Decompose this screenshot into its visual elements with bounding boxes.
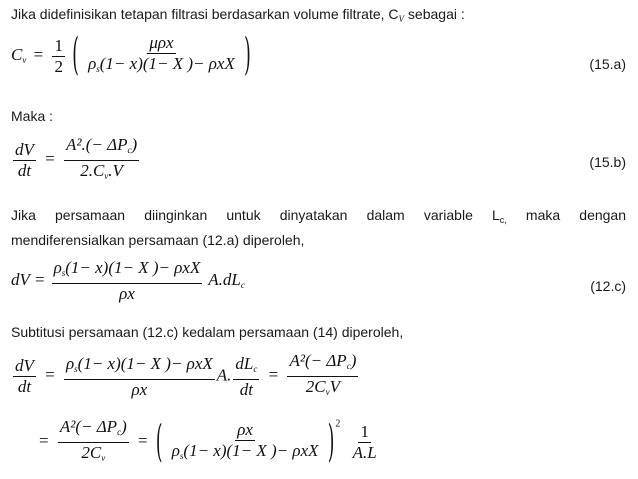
ef2-left-num-sub: c — [117, 427, 122, 437]
ef1-dlc-num: dL — [235, 353, 254, 373]
eq15a-half — [52, 37, 65, 76]
ef1-rhs-num-end: ) — [350, 351, 357, 370]
ef2-paren-fraction — [170, 421, 321, 465]
ef2-last-den: A.L — [352, 443, 377, 462]
intro-after: sebagai : — [404, 6, 465, 22]
equation-final-1: $\frac{dV}{dt}$ = $\frac{\rho_s(1- x)(1- X )- \rho xX}{\rho x}$ A. $\frac{dL_c}{dt}$ = $\frac{A^2(- \Delta P_c)}{2C_vV}$ — [11, 352, 360, 401]
eq15a-den-rest: (1− x)(1− X )− ρxX — [99, 54, 235, 73]
eq15b-rhs-num-end: ) — [131, 135, 138, 154]
eq15b-rhs-num: A².(− ΔP — [65, 135, 128, 154]
eq12c-tail: A.dL — [208, 269, 241, 289]
eq15b-lhs-num: dV — [15, 140, 34, 159]
eq15b-rhs-den-end: .V — [108, 161, 123, 180]
ef1-mid-sub: s — [74, 363, 78, 374]
para2-end: maka dengan — [506, 207, 626, 223]
ef1-rhs-den: 2C — [305, 377, 326, 396]
ef2-last-num: 1 — [360, 422, 369, 441]
ef2-paren-num: ρx — [237, 419, 253, 439]
eq15a-lhs: C — [11, 44, 23, 64]
para3: Subtitusi persamaan (12.c) kedalam persamaan (14) diperoleh, — [11, 324, 404, 340]
eq12c-num-rest: (1− x)(1− X )− ρxX — [65, 258, 201, 277]
eq15b-rhs-den: 2.C — [80, 161, 105, 180]
eq15a-half-den: 2 — [54, 56, 63, 76]
intro-sub: V — [398, 14, 405, 24]
ef1-a-dot: A. — [216, 365, 232, 385]
maka-text: Maka : — [11, 108, 54, 124]
ef2-last — [351, 423, 379, 462]
ef1-rhs-den-end: V — [329, 377, 341, 396]
ef1-lhs — [13, 357, 36, 396]
eq15b-rhs-num-sub: c — [127, 145, 132, 155]
eq15b-rhs-den-sub: v — [104, 171, 109, 181]
eq15a-num: μρx — [149, 33, 174, 52]
ef2-left-den: 2C — [81, 443, 102, 462]
ef1-rhs-num: A²(− ΔP — [289, 351, 347, 370]
eq15a-main-fraction — [86, 34, 237, 78]
ef1-mid-rho: ρ — [65, 353, 75, 373]
eq12c-tail-sub: c — [240, 279, 245, 290]
ef2-left-num-end: ) — [121, 417, 127, 436]
eq12c-den: ρx — [119, 284, 135, 303]
eq15b-rhs — [64, 136, 139, 185]
equation-12c — [11, 259, 245, 303]
eq15a-lhs-sub: v — [22, 54, 27, 65]
intro-text: Jika didefinisikan tetapan filtrasi berdasarkan volume filtrate, C — [11, 6, 399, 22]
para2-text: Jika persamaan diinginkan untuk dinyatakan dalam variable L — [11, 207, 500, 223]
ef2-paren-den-sub: s — [179, 450, 184, 461]
ef1-dlc-sub: c — [253, 363, 258, 374]
eq12c-label: (12.c) — [590, 278, 626, 294]
ef2-paren-den-rho: ρ — [171, 440, 180, 460]
eq12c-fraction — [52, 259, 203, 303]
equation-15b: $\frac{dV}{dt}$ = $\frac{A^2.(- \Delta P_c)}{2.C_v.V}$ — [11, 136, 141, 185]
ef2-left-num: A²(− ΔP — [59, 417, 118, 436]
ef1-mid — [64, 355, 215, 399]
eq15a-half-num: 1 — [54, 35, 63, 55]
eq12c-num-sub: s — [61, 268, 66, 278]
intro-line — [11, 6, 465, 27]
ef1-lhs-den: dt — [17, 377, 32, 396]
para2-sub: c, — [499, 215, 507, 225]
eq12c-num-rho: ρ — [53, 258, 62, 277]
ef1-mid-rest: (1− x)(1− X )− ρxX — [77, 353, 213, 373]
eq15b-lhs — [13, 141, 36, 180]
para2-line2: mendiferensialkan persamaan (12.a) diperoleh, — [11, 232, 305, 248]
eq12c-lhs: dV = — [11, 269, 46, 289]
eq15b-lhs-den: dt — [17, 161, 32, 180]
para2-line1 — [11, 207, 626, 228]
ef2-left-den-sub: v — [101, 453, 106, 463]
equation-15a: $C_v$ = $\frac{1}{2}$ ( $\frac{\text{μρx}}{\rho_s(1- x)(1- X )- \rho xX}$ ) — [11, 30, 251, 82]
ef1-dlc — [233, 355, 259, 399]
eq15b-label: (15.b) — [589, 154, 626, 170]
eq15a-den-sub: s — [96, 64, 100, 74]
ef1-rhs — [287, 352, 358, 401]
eq15a-den-rho: ρ — [88, 54, 97, 73]
ef2-left — [58, 418, 129, 467]
ef1-mid-den: ρx — [131, 379, 148, 399]
ef1-dlc-den: dt — [239, 379, 253, 399]
ef2-power: 2 — [335, 418, 341, 430]
ef1-rhs-num-sub: c — [346, 361, 351, 371]
ef2-paren-den-rest: (1− x)(1− X )− ρxX — [183, 440, 319, 460]
equation-final-2: = $\frac{A^2(- \Delta P_c)}{2C_v}$ = ( $\frac{\rho x}{\rho_s(1- x)(1- X )- \rho xX}$ )$^2$ $\frac{1}{A.L}$ — [39, 416, 377, 469]
ef1-rhs-den-sub: v — [325, 387, 330, 397]
eq15a-label: (15.a) — [589, 56, 626, 72]
ef1-lhs-num: dV — [15, 356, 34, 375]
